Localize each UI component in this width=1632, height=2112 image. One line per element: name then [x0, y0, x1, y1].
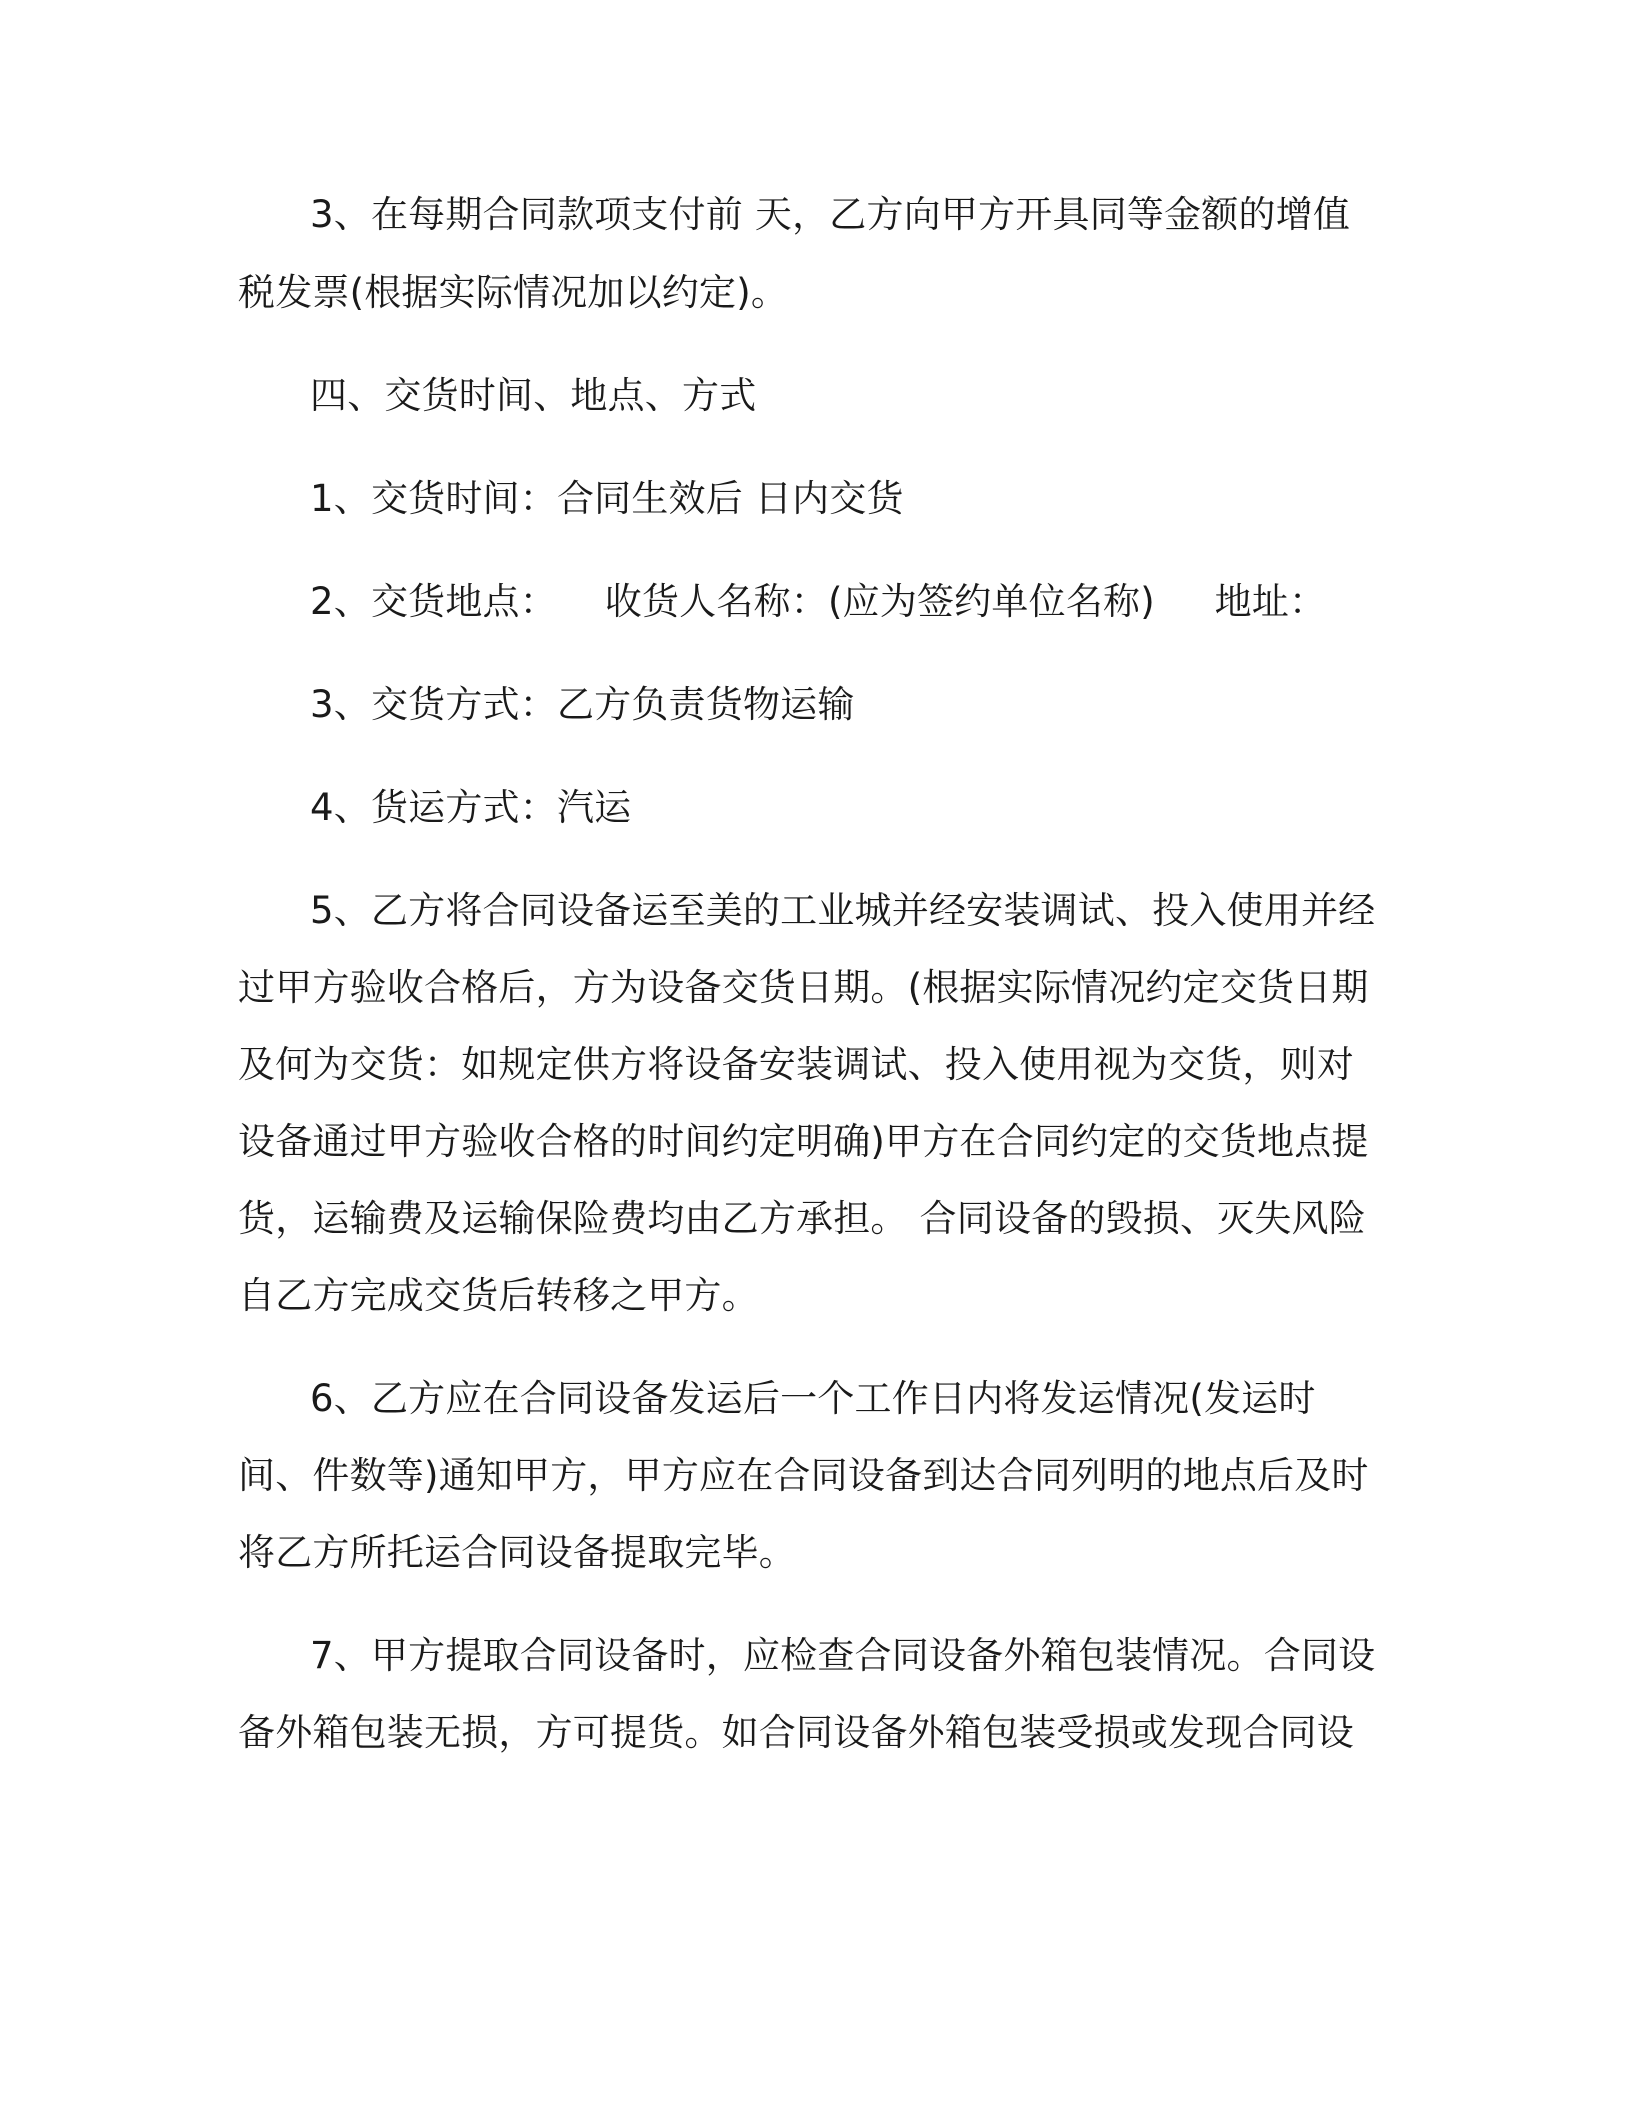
text-line: 税发票(根据实际情况加以约定)。: [238, 271, 789, 314]
text-line: 2、交货地点： 收货人名称：(应为签约单位名称) 地址：: [310, 580, 1327, 623]
text-line: 过甲方验收合格后，方为设备交货日期。(根据实际情况约定交货日期: [238, 966, 1369, 1009]
text-line: 7、甲方提取合同设备时，应检查合同设备外箱包装情况。合同设: [310, 1634, 1376, 1677]
text-line: 将乙方所托运合同设备提取完毕。: [238, 1531, 796, 1574]
text-line: 6、乙方应在合同设备发运后一个工作日内将发运情况(发运时: [310, 1377, 1316, 1420]
text-line: 5、乙方将合同设备运至美的工业城并经安装调试、投入使用并经: [310, 889, 1376, 932]
text-line: 货，运输费及运输保险费均由乙方承担。 合同设备的毁损、灭失风险: [238, 1197, 1366, 1240]
text-line: 3、在每期合同款项支付前 天，乙方向甲方开具同等金额的增值: [310, 193, 1351, 236]
text-line: 3、交货方式：乙方负责货物运输: [310, 683, 855, 726]
text-line: 备外箱包装无损，方可提货。如合同设备外箱包装受损或发现合同设: [238, 1711, 1354, 1754]
text-line: 间、件数等)通知甲方，甲方应在合同设备到达合同列明的地点后及时: [238, 1454, 1369, 1497]
section-heading: 四、交货时间、地点、方式: [310, 374, 757, 417]
text-line: 1、交货时间：合同生效后 日内交货: [310, 477, 904, 520]
text-line: 及何为交货：如规定供方将设备安装调试、投入使用视为交货，则对: [238, 1043, 1354, 1086]
text-line: 4、货运方式：汽运: [310, 786, 632, 829]
text-line: 设备通过甲方验收合格的时间约定明确)甲方在合同约定的交货地点提: [238, 1120, 1369, 1163]
text-line: 自乙方完成交货后转移之甲方。: [238, 1274, 759, 1317]
